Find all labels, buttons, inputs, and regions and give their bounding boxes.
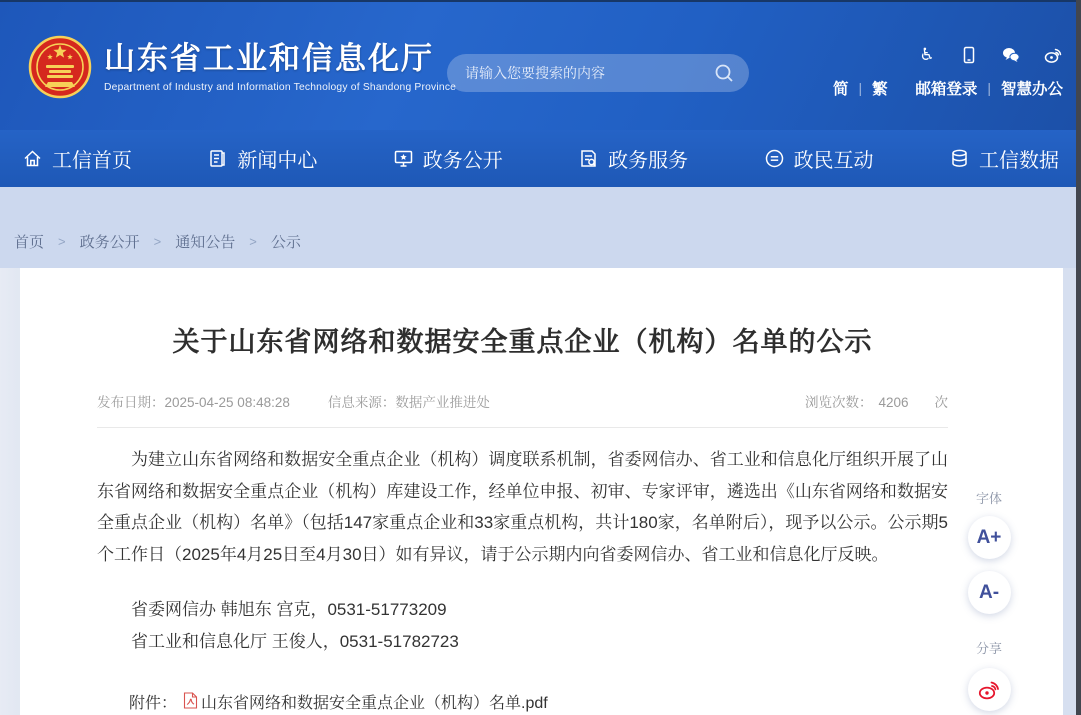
breadcrumb-home[interactable]: 首页 [14,234,45,251]
publish-date: 发布日期：2025-04-25 08:48:28 [97,395,290,410]
pdf-icon [183,692,198,709]
article-body [97,444,948,715]
contact-line: 省工业和信息化厅 王俊人，0531-51782723 [131,632,459,651]
breadcrumb-band [0,187,1081,268]
breadcrumb-separator: > [249,234,257,249]
national-emblem-icon [28,35,92,99]
nav-item-label: 工信首页 [52,150,132,172]
article-meta [97,391,948,428]
breadcrumb-current: 公示 [270,234,301,251]
monitor-icon [393,148,414,169]
nav-item-label: 政务服务 [608,150,689,172]
attachment-label: 附件： [129,695,178,712]
attachment-row [97,688,948,715]
mail-login-link[interactable]: 邮箱登录 [915,81,978,98]
article-card [20,268,1063,715]
nav-item-label: 政民互动 [793,150,874,172]
smart-office-link[interactable]: 智慧办公 [1000,81,1063,98]
nav-item-home[interactable] [22,144,132,173]
wechat-icon[interactable] [1001,45,1021,65]
divider: | [987,80,991,96]
breadcrumb-separator: > [58,234,66,249]
search-input[interactable] [465,65,713,81]
mobile-icon[interactable] [959,45,979,65]
nav-item-data[interactable] [949,144,1059,173]
breadcrumb-gov-info[interactable]: 政务公开 [79,234,140,251]
chat-icon [764,148,785,169]
contact-line: 省委网信办 韩旭东 宫克，0531-51773209 [131,600,447,619]
nav-item-label: 新闻中心 [237,150,318,172]
nav-item-interaction[interactable] [764,144,874,173]
brand[interactable] [28,35,456,99]
accessibility-icon[interactable]: ♿ [919,45,935,64]
site-header [0,0,1081,130]
search-box [447,54,749,92]
font-size-label: 字体 [975,491,1002,506]
nav-item-gov-service[interactable] [578,144,688,173]
database-icon [949,148,970,169]
breadcrumb [14,231,301,252]
service-icon [578,148,599,169]
window-edge [1076,0,1081,715]
share-weibo-button[interactable] [968,668,1011,711]
home-icon [22,148,43,169]
article-paragraph: 为建立山东省网络和数据安全重点企业（机构）调度联系机制，省委网信办、省工业和信息化厅组织开展了山东省网络和数据安全重点企业（机构）库建设工作，经单位申报、初审、专家评审，遴选出《山东省网络和数据安全重点企业（机构）名单》（包括147家重点企业和33家重点机构，共计180家，名单附后），现予以公示。公示期5个工作日（2025年4月25日至4月30日）如有异议，请于公示期内向省委网信办、省工业和信息化厅反映。 [97,450,948,564]
breadcrumb-notices[interactable]: 通知公告 [175,234,236,251]
info-source: 信息来源：数据产业推进处 [327,395,490,410]
header-utilities [833,44,1063,99]
view-count: 浏览次数： 4206 次 [804,395,948,410]
lang-traditional-link[interactable]: 繁 [872,81,888,98]
article-title: 关于山东省网络和数据安全重点企业（机构）名单的公示 [172,327,873,357]
site-title: 山东省工业和信息化厅 [104,40,434,76]
quick-links [833,77,1063,99]
divider: | [858,80,863,96]
nav-item-label: 政务公开 [422,150,503,172]
share-label: 分享 [975,641,1002,656]
nav-item-label: 工信数据 [978,150,1059,172]
breadcrumb-separator: > [153,234,162,249]
tool-rail [965,488,1013,715]
news-icon [207,148,228,169]
contact-list [97,594,948,658]
font-increase-button[interactable]: A+ [968,516,1011,559]
lang-simplified-link[interactable]: 简 [833,81,849,98]
attachment-link[interactable]: 山东省网络和数据安全重点企业（机构）名单.pdf [201,695,548,712]
weibo-icon-header[interactable] [1043,45,1063,65]
site-subtitle: Department of Industry and Information Technology of Shandong Province [104,81,457,93]
weibo-icon [977,678,1001,702]
nav-item-news[interactable] [207,144,317,173]
font-decrease-button[interactable]: A- [968,571,1011,614]
main-nav [0,130,1081,187]
search-icon[interactable] [713,62,735,84]
header-icon-row [833,44,1063,66]
nav-item-gov-info[interactable] [393,144,503,173]
brand-text [104,42,456,93]
